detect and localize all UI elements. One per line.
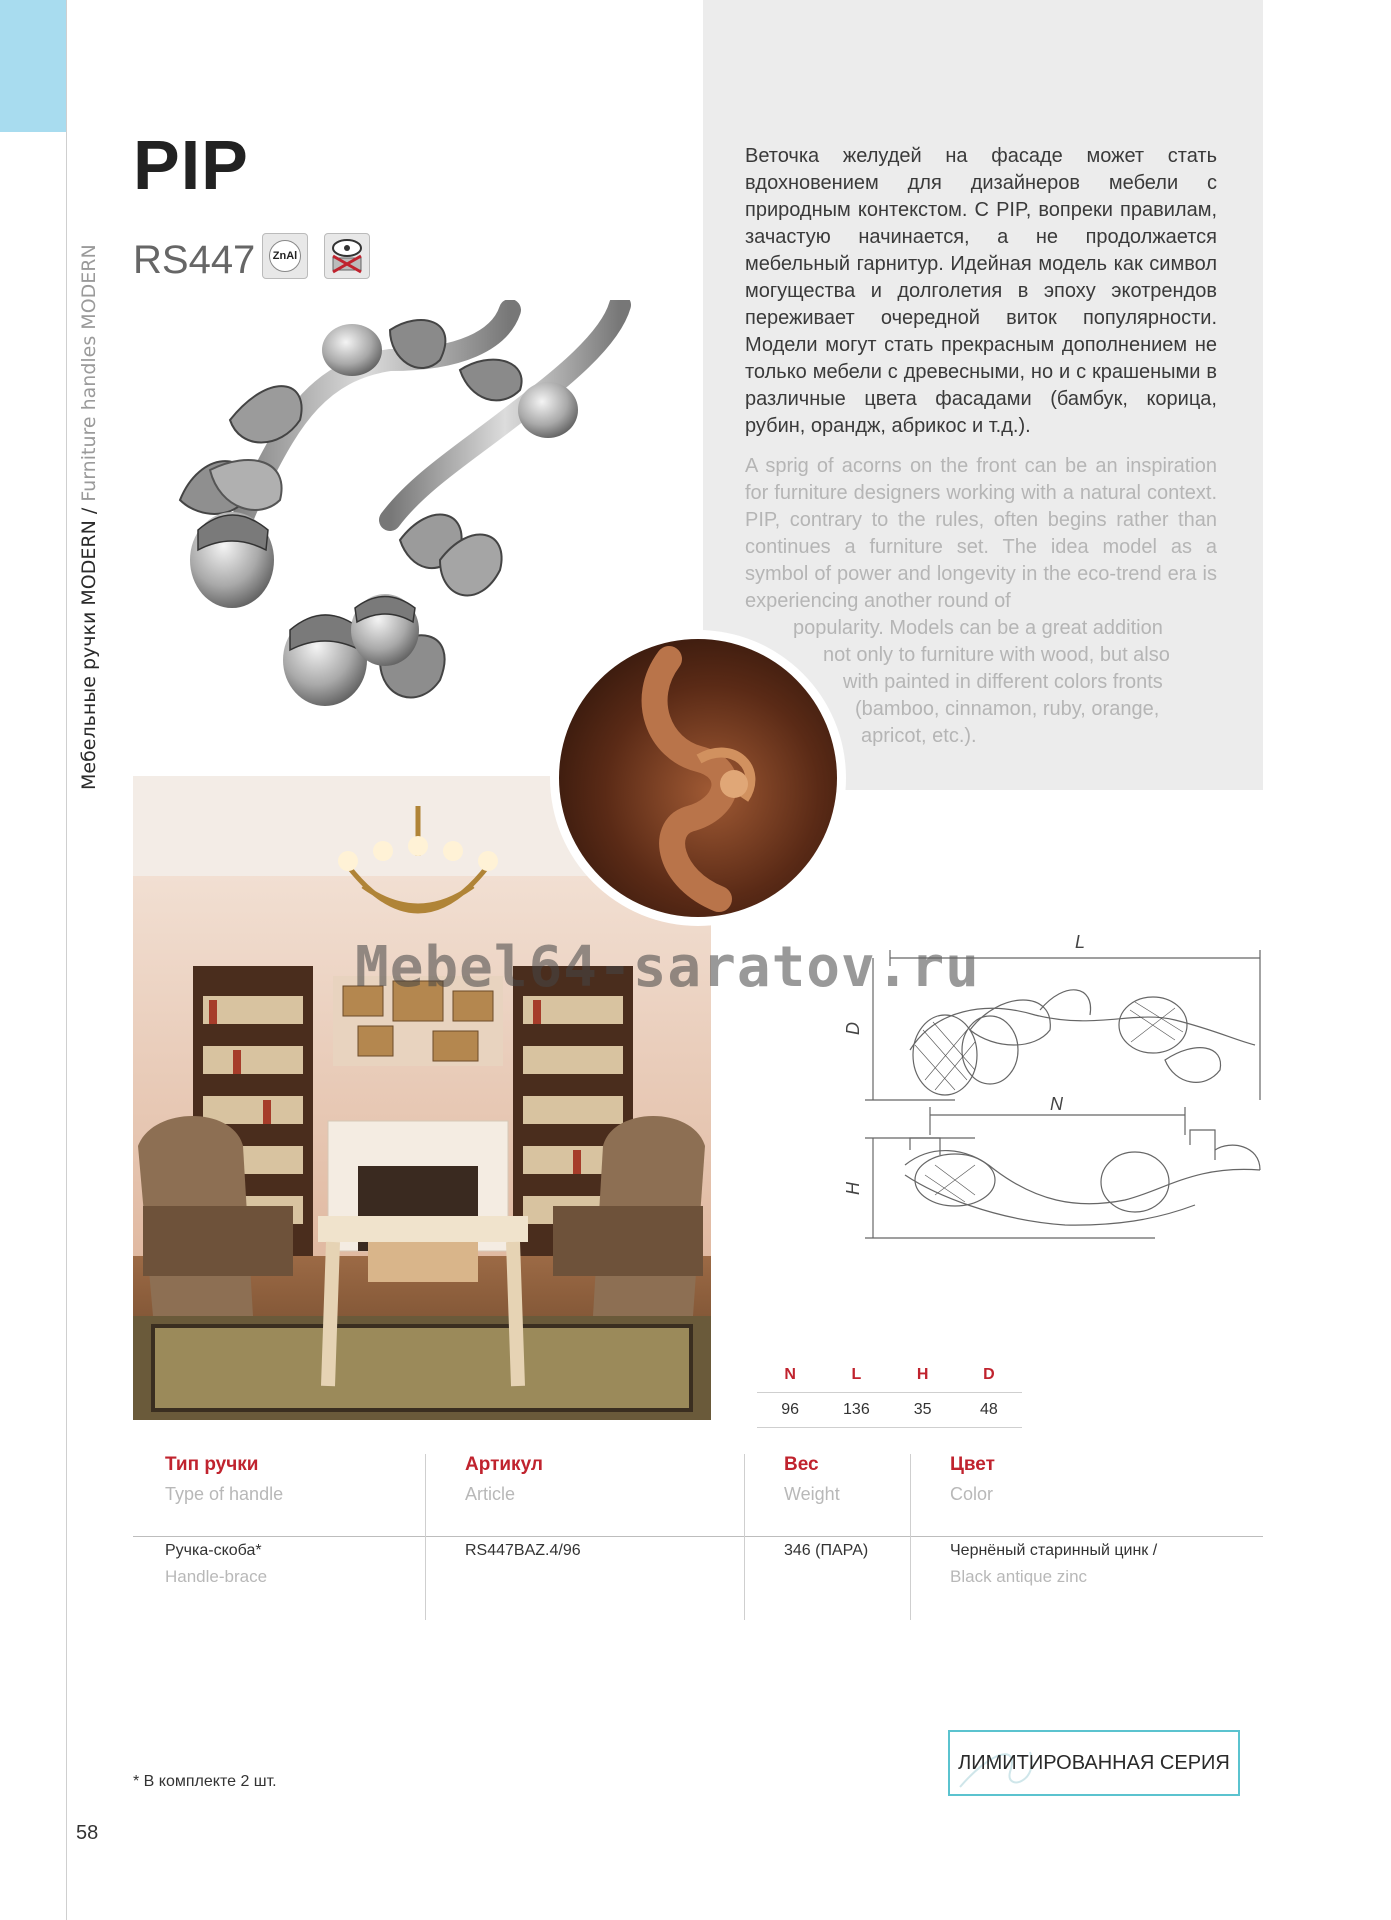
- spec-value-en: Handle-brace: [165, 1567, 268, 1586]
- model-code: RS447: [133, 238, 256, 282]
- specs-divider: [133, 1536, 1263, 1537]
- spec-col-color: [950, 1454, 1157, 1587]
- spec-head-ru: Вес: [784, 1454, 819, 1475]
- description-en-line: (bamboo, cinnamon, ruby, orange,: [855, 698, 1160, 720]
- dim-value: 96: [781, 1401, 800, 1418]
- left-rule-divider: [66, 0, 67, 1920]
- spec-value: Ручка-скоба*: [165, 1542, 262, 1559]
- no-magnet-icon: [324, 233, 370, 279]
- spec-value: Чернёный старинный цинк /: [950, 1542, 1158, 1559]
- spec-head-en: Type of handle: [165, 1484, 284, 1504]
- side-label-ru: Мебельные ручки MODERN /: [78, 501, 100, 790]
- description-ru: Веточка желудей на фасаде может стать вдохновением для дизайнеров мебели с природным контекстом. С PIP, вопреки правилам, зачастую начинается, а не продолжается мебельный гарнитур. Идейная модель как символ могущества и долголетия в эпоху экотрендов переживает очередной виток популярности. Модели могут стать прекрасным дополнением не только мебели с древесными, но и с крашеными в различные цвета фасадами (бамбук, корица, рубин, орандж, абрикос и т.д.).: [745, 145, 1217, 437]
- spec-head-ru: Тип ручки: [165, 1454, 259, 1475]
- specs-column-divider: [744, 1454, 745, 1620]
- spec-head-en: Article: [465, 1484, 516, 1504]
- spec-head-en: Weight: [784, 1484, 840, 1504]
- drawing-label-l: L: [1075, 932, 1086, 952]
- spec-col-type: [165, 1454, 283, 1587]
- product-title: PIP: [133, 126, 249, 204]
- limited-series-label: ЛИМИТИРОВАННАЯ СЕРИЯ: [958, 1752, 1230, 1774]
- side-label-en: Furniture handles MODERN: [78, 244, 100, 502]
- dimensions-table: [757, 1358, 1022, 1428]
- spec-value: RS447BAZ.4/96: [465, 1542, 581, 1559]
- technical-drawing: [835, 920, 1265, 1250]
- limited-series-badge: [948, 1730, 1240, 1796]
- footnote: * В комплекте 2 шт.: [133, 1773, 277, 1790]
- spec-head-ru: Цвет: [950, 1454, 995, 1475]
- dim-value: 136: [843, 1401, 870, 1418]
- znal-material-icon: [262, 233, 308, 279]
- dimensions-header-row: [757, 1358, 1022, 1392]
- dim-header: H: [916, 1366, 929, 1383]
- znal-badge-text: ZnAl: [269, 240, 301, 272]
- spec-col-article: [465, 1454, 581, 1564]
- specs-column-divider: [910, 1454, 911, 1620]
- dimensions-value-row: [757, 1392, 1022, 1428]
- drawing-label-h: H: [843, 1182, 863, 1195]
- drawing-label-n: N: [1050, 1094, 1063, 1114]
- spec-col-weight: [784, 1454, 868, 1564]
- description-en-line: not only to furniture with wood, but also: [823, 644, 1170, 666]
- spec-head-ru: Артикул: [465, 1454, 543, 1475]
- dim-header: D: [983, 1366, 995, 1383]
- description-en-line: A sprig of acorns on the front can be an inspiration for furniture designers working with a natural context. PIP, contrary to the rules, often begins rather than continues a furniture set. The idea model as a symbol of power and longevity in the eco-trend era is experiencing another round of: [745, 455, 1217, 612]
- corner-tab: [0, 0, 66, 132]
- description-en-line: apricot, etc.).: [861, 725, 977, 747]
- dim-header: N: [784, 1366, 796, 1383]
- dim-header: L: [851, 1366, 862, 1383]
- page-number: 58: [76, 1822, 99, 1844]
- dim-value: 35: [913, 1401, 932, 1418]
- spec-value: 346 (ПАРА): [784, 1542, 869, 1559]
- description-en-line: with painted in different colors fronts: [843, 671, 1163, 693]
- spec-value-en: Black antique zinc: [950, 1567, 1088, 1586]
- watermark: Mebel64-saratov.ru: [355, 935, 980, 1000]
- drawing-label-d: D: [843, 1022, 863, 1035]
- side-section-label: [72, 170, 106, 790]
- spec-head-en: Color: [950, 1484, 994, 1504]
- detail-photo-circle: [550, 630, 846, 926]
- dim-value: 48: [979, 1401, 998, 1418]
- description-en-line: popularity. Models can be a great addition: [793, 617, 1163, 639]
- specs-column-divider: [425, 1454, 426, 1620]
